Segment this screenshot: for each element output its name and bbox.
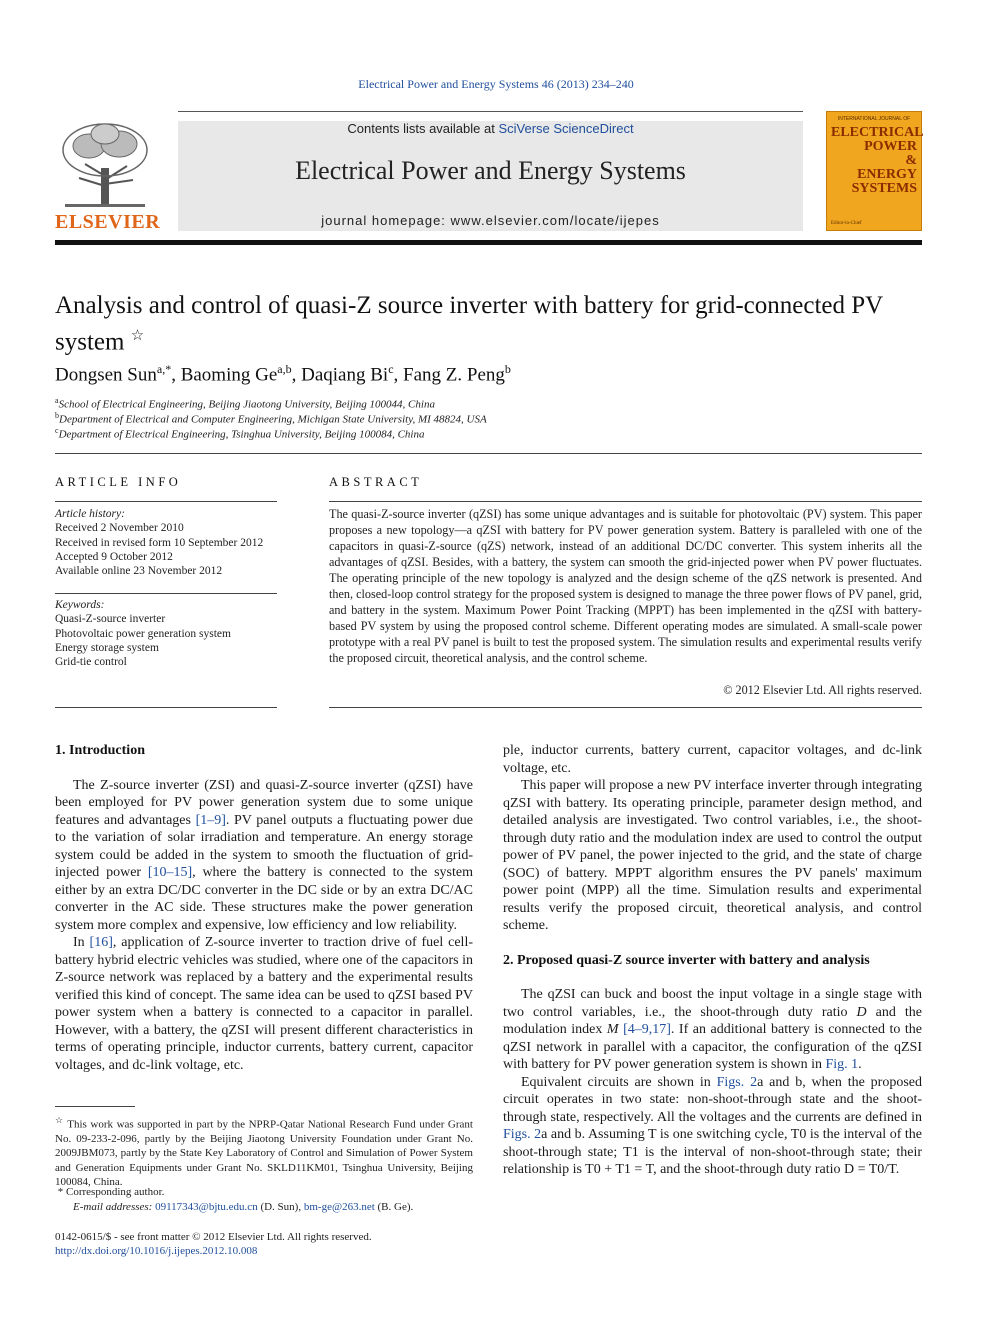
keyword: Photovoltaic power generation system	[55, 627, 231, 640]
header-rule	[178, 111, 803, 112]
history-entry: Received in revised form 10 September 2012	[55, 536, 264, 549]
article-info-heading: ARTICLE INFO	[55, 475, 182, 489]
affiliation: $^a$School of Electrical Engineering, Beijing Jiaotong University, Beijing 100044, China	[55, 396, 435, 411]
author-name[interactable]: Fang Z. Peng	[403, 364, 505, 386]
article-title: Analysis and control of quasi-Z source inverter with battery for grid-connected PV system ☆	[55, 292, 883, 356]
info-rule	[55, 501, 277, 502]
info-rule	[55, 707, 277, 708]
citation-link[interactable]: [16]	[89, 935, 113, 950]
funding-footnote: ☆ This work was supported in part by the NPRP-Qatar National Research Fund under Grant No. 09-233-2-096, partly by the Beijing Jiaotong University Foundation under Grant No. 2009JBM073, partly by the State Key Laboratory of Control and Simulation of Power System and Generation Equipments under Grant No. SKLD11KM01, Tsinghua University, Beijing 100084, China.	[55, 1115, 473, 1188]
left-column	[55, 742, 473, 1074]
keywords: Keywords: Quasi-Z-source inverter Photovoltaic power generation system Energy storage system Grid-tie control	[55, 598, 277, 669]
author-list: Dongsen Sun$^{a,*}$, Baoming Ge$^{a,b}$, Daqiang Bi$^c$, Fang Z. Peng$^b$	[55, 362, 511, 386]
header-thick-rule	[55, 240, 922, 245]
info-rule	[55, 593, 277, 594]
author-name[interactable]: Daqiang Bi	[301, 364, 389, 386]
abstract-copyright: © 2012 Elsevier Ltd. All rights reserved.	[723, 683, 922, 697]
citation-link[interactable]: [4–9,17]	[623, 1022, 671, 1037]
sciencedirect-link[interactable]: SciVerse ScienceDirect	[498, 121, 634, 136]
issn-line: 0142-0615/$ - see front matter © 2012 Elsevier Ltd. All rights reserved.	[55, 1231, 372, 1243]
paragraph: This paper will propose a new PV interface inverter through integrating qZSI with battery. Its operating principle, parameter design method, and detailed analysis are investigated. Two control variables, i.e., the shoot-through duty ratio and the modulation index are used to control the output power of PV panel, the power injected to the grid, and the state of charge (SOC) of battery. MPPT algorithm ensures the PV panels' maximum power point (MPP) all the time. Simulation results and experimental results verify the proposed circuit, theoretical analysis, and control scheme.	[503, 778, 922, 933]
affiliation: $^c$Department of Electrical Engineering, Tsinghua University, Beijing 100084, China	[55, 426, 425, 441]
journal-homepage: journal homepage: www.elsevier.com/locate/ijepes	[321, 213, 660, 228]
paragraph: In [16], application of Z-source inverter to traction drive of fuel cell-battery hybrid electric vehicles was studied, where one of the capacitors in Z-source network was replaced by a battery and the experimental results verified this kind of concept. The same idea can be used to qZSI based PV power system when a battery is connected to a capacitor in parallel. However, with a battery, the qZSI will present different characteristics in terms of operating principle, inductor currents, battery current, capacitor voltages, and dc-link voltage, etc.	[55, 935, 473, 1073]
paragraph: The Z-source inverter (ZSI) and quasi-Z-source inverter (qZSI) have been employed for PV power generation system due to some unique features and advantages [1–9]. PV panel outputs a fluctuating power due to the variation of solar irradiation and temperature. An energy storage system could be added in the system to smooth the fluctuation of grid-injected power [10–15], where the battery is connected to the system either by an extra DC/DC converter in the DC side or by an extra DC/AC converter in the AC side. These structures make the power generation system more complex and expensive, low efficiency and low reliability.	[55, 777, 473, 933]
history-entry: Accepted 9 October 2012	[55, 550, 173, 563]
elsevier-wordmark: ELSEVIER	[55, 211, 161, 233]
article-history: Article history: Received 2 November 2010 Received in revised form 10 September 2012 Accepted 9 October 2012 Available online 23 November 2012	[55, 507, 277, 578]
keyword: Quasi-Z-source inverter	[55, 613, 166, 626]
paragraph-continued: ple, inductor currents, battery current, capacitor voltages, and dc-link voltage, etc.	[503, 743, 922, 776]
footnote-mark: ☆	[55, 1115, 64, 1125]
email-footnote: E-mail addresses: 09117343@bjtu.edu.cn (D. Sun), bm-ge@263.net (B. Ge).	[73, 1201, 414, 1213]
corresponding-footnote: * Corresponding author.	[55, 1186, 165, 1198]
keyword: Energy storage system	[55, 641, 159, 654]
contents-line: Contents lists available at SciVerse ScienceDirect	[347, 121, 634, 136]
footnote-rule	[55, 1106, 135, 1107]
cover-footer: Editor-in-Chief	[831, 221, 862, 226]
journal-title: Electrical Power and Energy Systems	[295, 156, 686, 185]
paragraph: The qZSI can buck and boost the input voltage in a single stage with two control variables, i.e., the shoot-through duty ratio D and the modulation index M [4–9,17]. If an additional battery is connected to the qZSI network in parallel with a capacitor, the configuration of the qZSI with battery for PV power generation system is shown in Fig. 1.	[503, 987, 922, 1072]
homepage-url[interactable]: www.elsevier.com/locate/ijepes	[450, 213, 660, 228]
journal-cover-thumbnail	[826, 111, 922, 231]
figure-link[interactable]: Figs. 2	[503, 1127, 542, 1142]
cover-title: ELECTRICAL POWER & ENERGY SYSTEMS	[831, 125, 924, 196]
figure-link[interactable]: Figs. 2	[716, 1074, 758, 1090]
author-name[interactable]: Dongsen Sun	[55, 364, 157, 386]
figure-link[interactable]: Fig. 1	[825, 1057, 859, 1072]
section-heading: 1. Introduction	[55, 743, 145, 758]
title-divider	[55, 453, 922, 454]
email-link[interactable]: 09117343@bjtu.edu.cn	[155, 1201, 258, 1213]
citation-link[interactable]: [1–9]	[195, 812, 226, 828]
cover-header: INTERNATIONAL JOURNAL OF	[837, 116, 911, 122]
history-entry: Received 2 November 2010	[55, 522, 184, 535]
email-link[interactable]: bm-ge@263.net	[303, 1201, 375, 1213]
section-heading: 2. Proposed quasi-Z source inverter with battery and analysis	[503, 952, 870, 968]
right-column	[503, 742, 922, 1179]
citation-link[interactable]: [10–15]	[147, 865, 193, 880]
keyword: Grid-tie control	[55, 656, 127, 669]
history-entry: Available online 23 November 2012	[55, 565, 223, 578]
paragraph: Equivalent circuits are shown in Figs. 2a and b, when the proposed circuit operates in two state: non-shoot-through state and the shoot-through state, respectively. All the voltages and the currents are defined in Figs. 2a and b. Assuming T is one switching cycle, T0 is the interval of the shoot-through state; T1 is the interval of non-shoot-through state; their relationship is T0 + T1 = T, and the shoot-through duty ratio D = T0/T.	[503, 1074, 923, 1177]
abstract-rule	[329, 707, 922, 708]
author-name[interactable]: Baoming Ge	[180, 364, 278, 386]
abstract-heading: ABSTRACT	[329, 475, 423, 489]
abstract-text: The quasi-Z-source inverter (qZSI) has some unique advantages and is suitable for photovoltaic (PV) system. This paper proposes a new topology—a qZSI with battery for PV power generation system. Battery is paralleled with one of the capacitors in quasi-Z-source (qZS) network, instead of an additional DC/DC converter. This system inherits all the advantages of qZSI. Besides, with a battery, the system can smooth the grid-injected power when PV power fluctuates. The operating principle of the new topology is analyzed and the design scheme of the qZS network is presented. And then, closed-loop control strategy for the proposed system is designed to manage the three power flows of PV panel, grid, and battery in the system. Maximum Power Point Tracking (MPPT) has been implemented in the qZSI with battery-based PV system by using the proposed control scheme. Different operating modes are simulated. A small-scale power prototype with a real PV panel is built to test the proposed system. The simulation results and experimental results verify the proposed circuit, theoretical analysis, and the control scheme.	[329, 507, 922, 665]
journal-citation[interactable]: Electrical Power and Energy Systems 46 (2013) 234–240	[358, 77, 634, 91]
title-footnote-mark[interactable]: ☆	[130, 328, 145, 344]
doi-link[interactable]: http://dx.doi.org/10.1016/j.ijepes.2012.10.008	[55, 1245, 258, 1257]
affiliation: $^b$Department of Electrical and Computer Engineering, Michigan State University, MI 48824, USA	[55, 411, 487, 426]
abstract-rule	[329, 501, 922, 502]
